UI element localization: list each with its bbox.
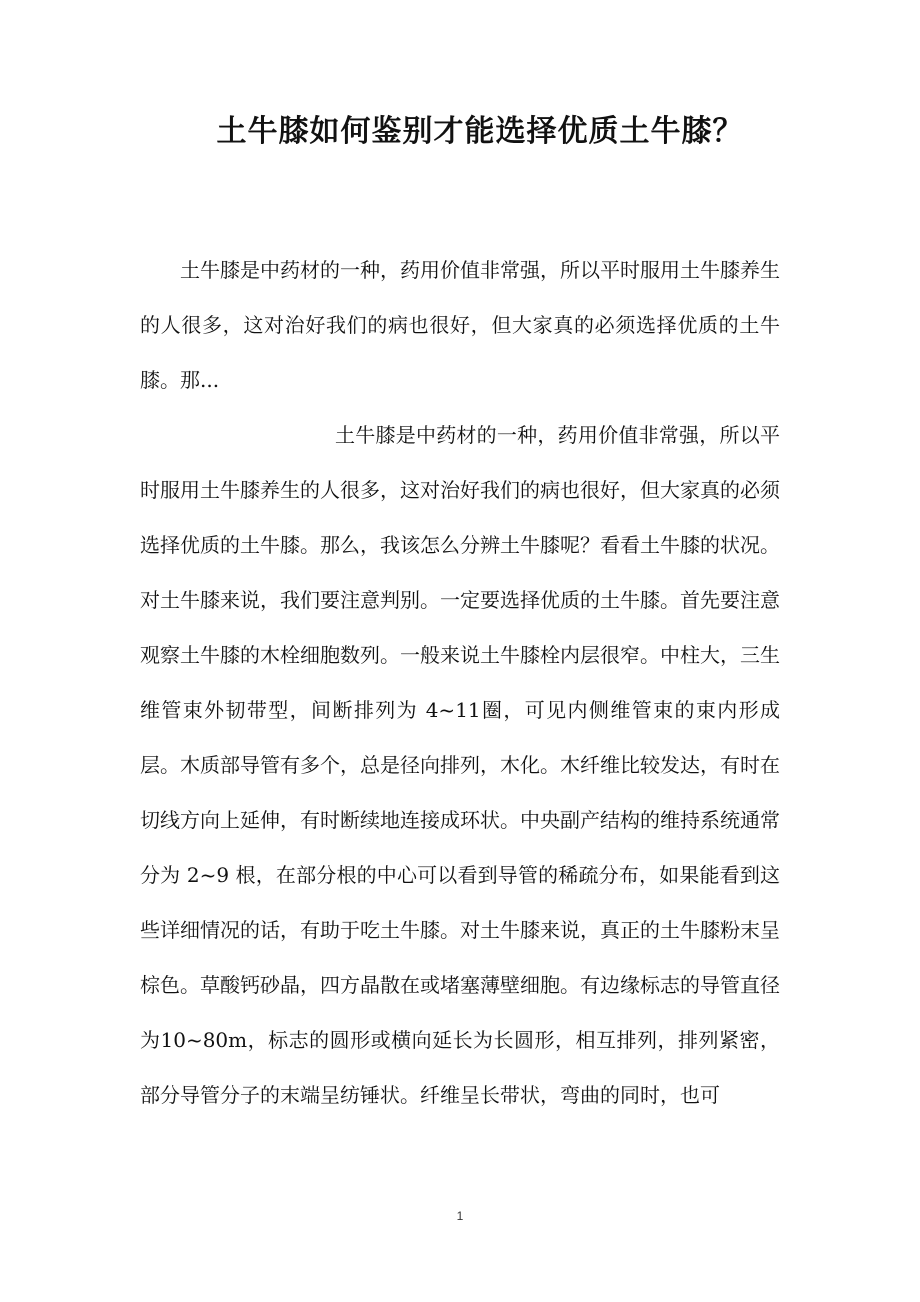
paragraph-intro: 土牛膝是中药材的一种，药用价值非常强，所以平时服用土牛膝养生的人很多，这对治好我们的病也很好，但大家真的必须选择优质的土牛膝。那...: [140, 258, 780, 392]
page-number: 1: [456, 1209, 464, 1223]
paragraph-main: 土牛膝是中药材的一种，药用价值非常强，所以平时服用土牛膝养生的人很多，这对治好我们的病也很好，但大家真的必须选择优质的土牛膝。那么，我该怎么分辨土牛膝呢？看看土牛膝的状况。对土牛膝来说，我们要注意判别。一定要选择优质的土牛膝。首先要注意观察土牛膝的木栓细胞数列。一般来说土牛膝栓内层很窄。中柱大，三生维管束外韧带型，间断排列为 4~11圈，可见内侧维管束的束内形成层。木质部导管有多个，总是径向排列，木化。木纤维比较发达，有时在切线方向上延伸，有时断续地连接成环状。中央副产结构的维持系统通常分为 2~9 根，在部分根的中心可以看到导管的稀疏分布，如果能看到这些详细情况的话，有助于吃土牛膝。对土牛膝来说，真正的土牛膝粉末呈棕色。草酸钙砂晶，四方晶散在或堵塞薄壁细胞。有边缘标志的导管直径为10~80m，标志的圆形或横向延长为长圆形，相互排列，排列紧密，部分导管分子的末端呈纺锤状。纤维呈长带状，弯曲的同时，也可: [140, 423, 780, 1107]
document-title: 土牛膝如何鉴别才能选择优质土牛膝？: [216, 114, 744, 149]
document-body: [140, 243, 780, 1123]
